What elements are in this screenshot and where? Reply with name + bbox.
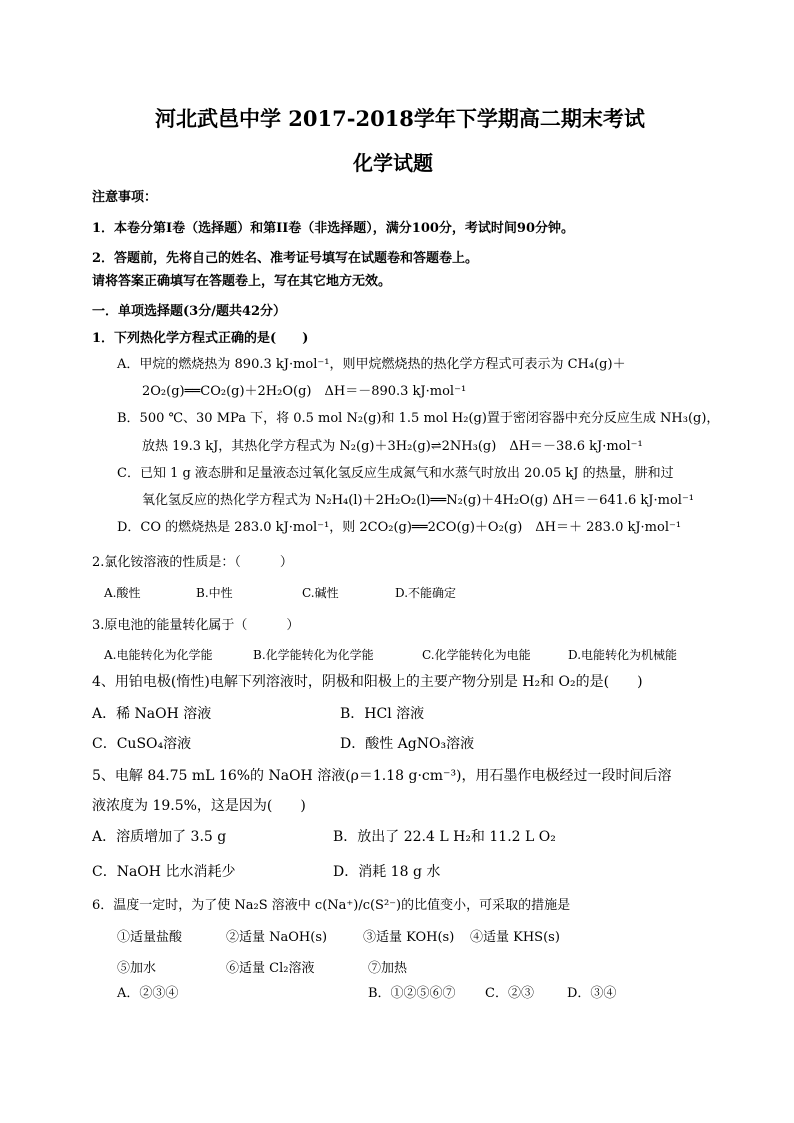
note-3: 请将答案正确填写在答题卷上，写在其它地方无效。 (92, 274, 392, 289)
option-a-line2: 2O₂(g)══CO₂(g)＋2H₂O(g) ΔH＝－890.3 kJ·mol⁻¹ (142, 384, 467, 399)
option-d: D．消耗 18 g 水 (333, 864, 441, 880)
option-b: B．①②⑤⑥⑦ (368, 986, 456, 1001)
option-c: C.碱性 (302, 586, 339, 600)
option-d: D．酸性 AgNO₃溶液 (340, 736, 475, 752)
measure-2: ②适量 NaOH(s) (226, 930, 328, 945)
measure-7: ⑦加热 (368, 961, 408, 976)
question-stem: 1．下列热化学方程式正确的是( ) (92, 331, 309, 346)
measure-1: ①适量盐酸 (117, 930, 183, 945)
option-c-line2: 氧化氢反应的热化学方程式为 N₂H₄(l)＋2H₂O₂(l)══N₂(g)＋4H₂O(g) ΔH＝－641.6 kJ·mol⁻¹ (142, 493, 695, 508)
option-b: B.化学能转化为化学能 (253, 648, 374, 662)
option-c: C．②③ (485, 986, 534, 1001)
question-stem: 2.氯化铵溶液的性质是：（ ） (92, 555, 293, 570)
measure-6: ⑥适量 Cl₂溶液 (226, 961, 315, 976)
question-stem-line2: 液浓度为 19.5%，这是因为( ) (92, 798, 306, 814)
measure-3: ③适量 KOH(s) (363, 930, 455, 945)
option-c: C．NaOH 比水消耗少 (92, 864, 236, 880)
measure-4: ④适量 KHS(s) (470, 930, 560, 945)
exam-subject: 化学试题 (353, 151, 433, 175)
option-b: B.中性 (196, 586, 233, 600)
notes-heading: 注意事项： (92, 190, 158, 205)
option-c: C．CuSO₄溶液 (92, 736, 192, 752)
option-a: A．稀 NaOH 溶液 (92, 706, 212, 722)
option-b-line2: 放热 19.3 kJ，其热化学方程式为 N₂(g)＋3H₂(g)⇌2NH₃(g) ΔH＝－38.6 kJ·mol⁻¹ (142, 439, 643, 454)
question-stem: 3.原电池的能量转化属于（ ） (92, 618, 300, 633)
question-stem: 4、用铂电极(惰性)电解下列溶液时，阴极和阳极上的主要产物分别是 H₂和 O₂的是( ) (92, 674, 643, 690)
question-stem: 6．温度一定时，为了使 Na₂S 溶液中 c(Na⁺)/c(S²⁻)的比值变小，可采取的措施是 (92, 898, 571, 913)
option-a: A．溶质增加了 3.5 g (92, 829, 227, 845)
option-a-line1: A．甲烷的燃烧热为 890.3 kJ·mol⁻¹，则甲烷燃烧热的热化学方程式可表示为 CH₄(g)＋ (117, 357, 626, 372)
option-a: A.酸性 (104, 586, 141, 600)
question-stem-line1: 5、电解 84.75 mL 16%的 NaOH 溶液(ρ＝1.18 g·cm⁻³)，用石墨作电极经过一段时间后溶 (92, 768, 672, 784)
note-1: 1．本卷分第I卷（选择题）和第II卷（非选择题），满分100分，考试时间90分钟。 (92, 221, 575, 236)
option-c: C.化学能转化为电能 (422, 648, 531, 662)
option-b: B．HCl 溶液 (340, 706, 425, 722)
exam-title: 河北武邑中学 2017-2018学年下学期高二期末考试 (155, 106, 645, 131)
option-c-line1: C．已知 1 g 液态肼和足量液态过氧化氢反应生成氮气和水蒸气时放出 20.05 kJ 的热量，肼和过 (117, 466, 674, 481)
option-d: D．③④ (567, 986, 617, 1001)
section-heading: 一．单项选择题(3分/题共42分） (92, 304, 287, 319)
note-2: 2．答题前，先将自己的姓名、准考证号填写在试题卷和答题卷上。 (92, 251, 479, 266)
option-d: D．CO 的燃烧热是 283.0 kJ·mol⁻¹，则 2CO₂(g)══2CO(g)＋O₂(g) ΔH＝＋ 283.0 kJ·mol⁻¹ (117, 520, 682, 535)
option-d: D.不能确定 (395, 586, 457, 600)
measure-5: ⑤加水 (117, 961, 157, 976)
option-a: A．②③④ (117, 986, 179, 1001)
option-a: A.电能转化为化学能 (104, 648, 213, 662)
option-b: B．放出了 22.4 L H₂和 11.2 L O₂ (333, 829, 556, 845)
option-d: D.电能转化为机械能 (568, 648, 678, 662)
option-b-line1: B．500 ℃、30 MPa 下，将 0.5 mol N₂(g)和 1.5 mol H₂(g)置于密闭容器中充分反应生成 NH₃(g)， (117, 411, 720, 426)
